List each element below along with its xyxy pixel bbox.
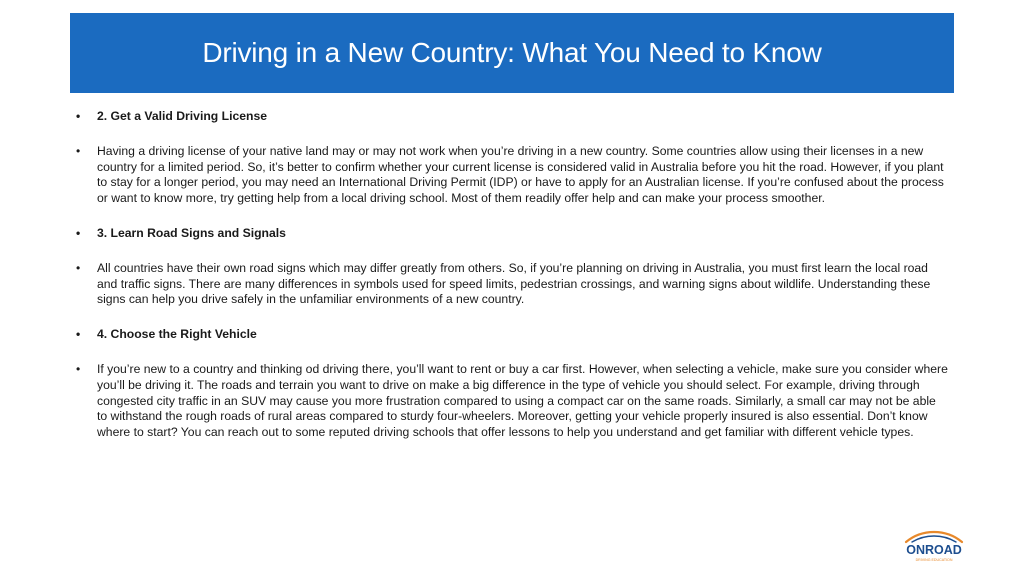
bullet-text: If you’re new to a country and thinking od driving there, you’ll want to rent or buy a car first. However, when selecting a vehicle, make sure you consider where you’ll be driving it. The roads and terrain you want to drive on make a big difference in the type of vehicle you should select. For example, driving through congested city traffic in an SUV may cause you more frustration compared to using a compact car on the same roads. Similarly, a small car may not be able to withstand the rough roads of rural areas compared to sturdy four-wheelers. Moreover, getting your vehicle properly insured is also essential. Don’t know where to start? You can reach out to some reputed driving schools that offer lessons to help you understand and get familiar with different vehicle types.	[97, 361, 948, 440]
paragraph-road-signs	[76, 261, 948, 308]
title-banner	[70, 13, 954, 93]
bullet-text: All countries have their own road signs which may differ greatly from others. So, if you’re planning on driving in Australia, you must first learn the local road and traffic signs. There are many differences in symbols used for speed limits, pedestrian crossings, and warning signs about wildlife. Understanding these signs can help you drive safely in the unfamiliar environments of a new country.	[97, 260, 931, 307]
onroad-logo	[898, 528, 970, 564]
bullet-marker: •	[76, 327, 81, 342]
bullet-text: 3. Learn Road Signs and Signals	[97, 225, 286, 240]
slide-content	[76, 109, 948, 460]
paragraph-license	[76, 144, 948, 207]
bullet-marker: •	[76, 143, 81, 158]
section-heading-vehicle	[76, 327, 948, 343]
slide-title: Driving in a New Country: What You Need to Know	[202, 37, 822, 68]
section-heading-road-signs	[76, 226, 948, 242]
bullet-marker: •	[76, 109, 81, 123]
paragraph-vehicle	[76, 362, 948, 441]
logo-name: ONROAD	[906, 543, 962, 557]
logo-tagline: DRIVING EDUCATION	[915, 558, 953, 562]
bullet-marker: •	[76, 225, 81, 240]
bullet-text: 4. Choose the Right Vehicle	[97, 327, 257, 342]
bullet-marker: •	[76, 260, 81, 275]
bullet-marker: •	[76, 361, 81, 376]
bullet-text: Having a driving license of your native land may or may not work when you’re driving in a new country. Some countries allow using their licenses in a new country for a limited period. So, it’s better to confirm whether your current license is considered valid in Australia before you hit the road. However, if you plant to stay for a longer period, you may need an International Driving Permit (IDP) or have to apply for an Australian license. If you’re confused about the process or want to know more, try getting help from a local driving school. Most of them readily offer help and can make your process smoother.	[97, 143, 944, 206]
section-heading-license	[76, 109, 948, 125]
bullet-text: 2. Get a Valid Driving License	[97, 109, 268, 123]
